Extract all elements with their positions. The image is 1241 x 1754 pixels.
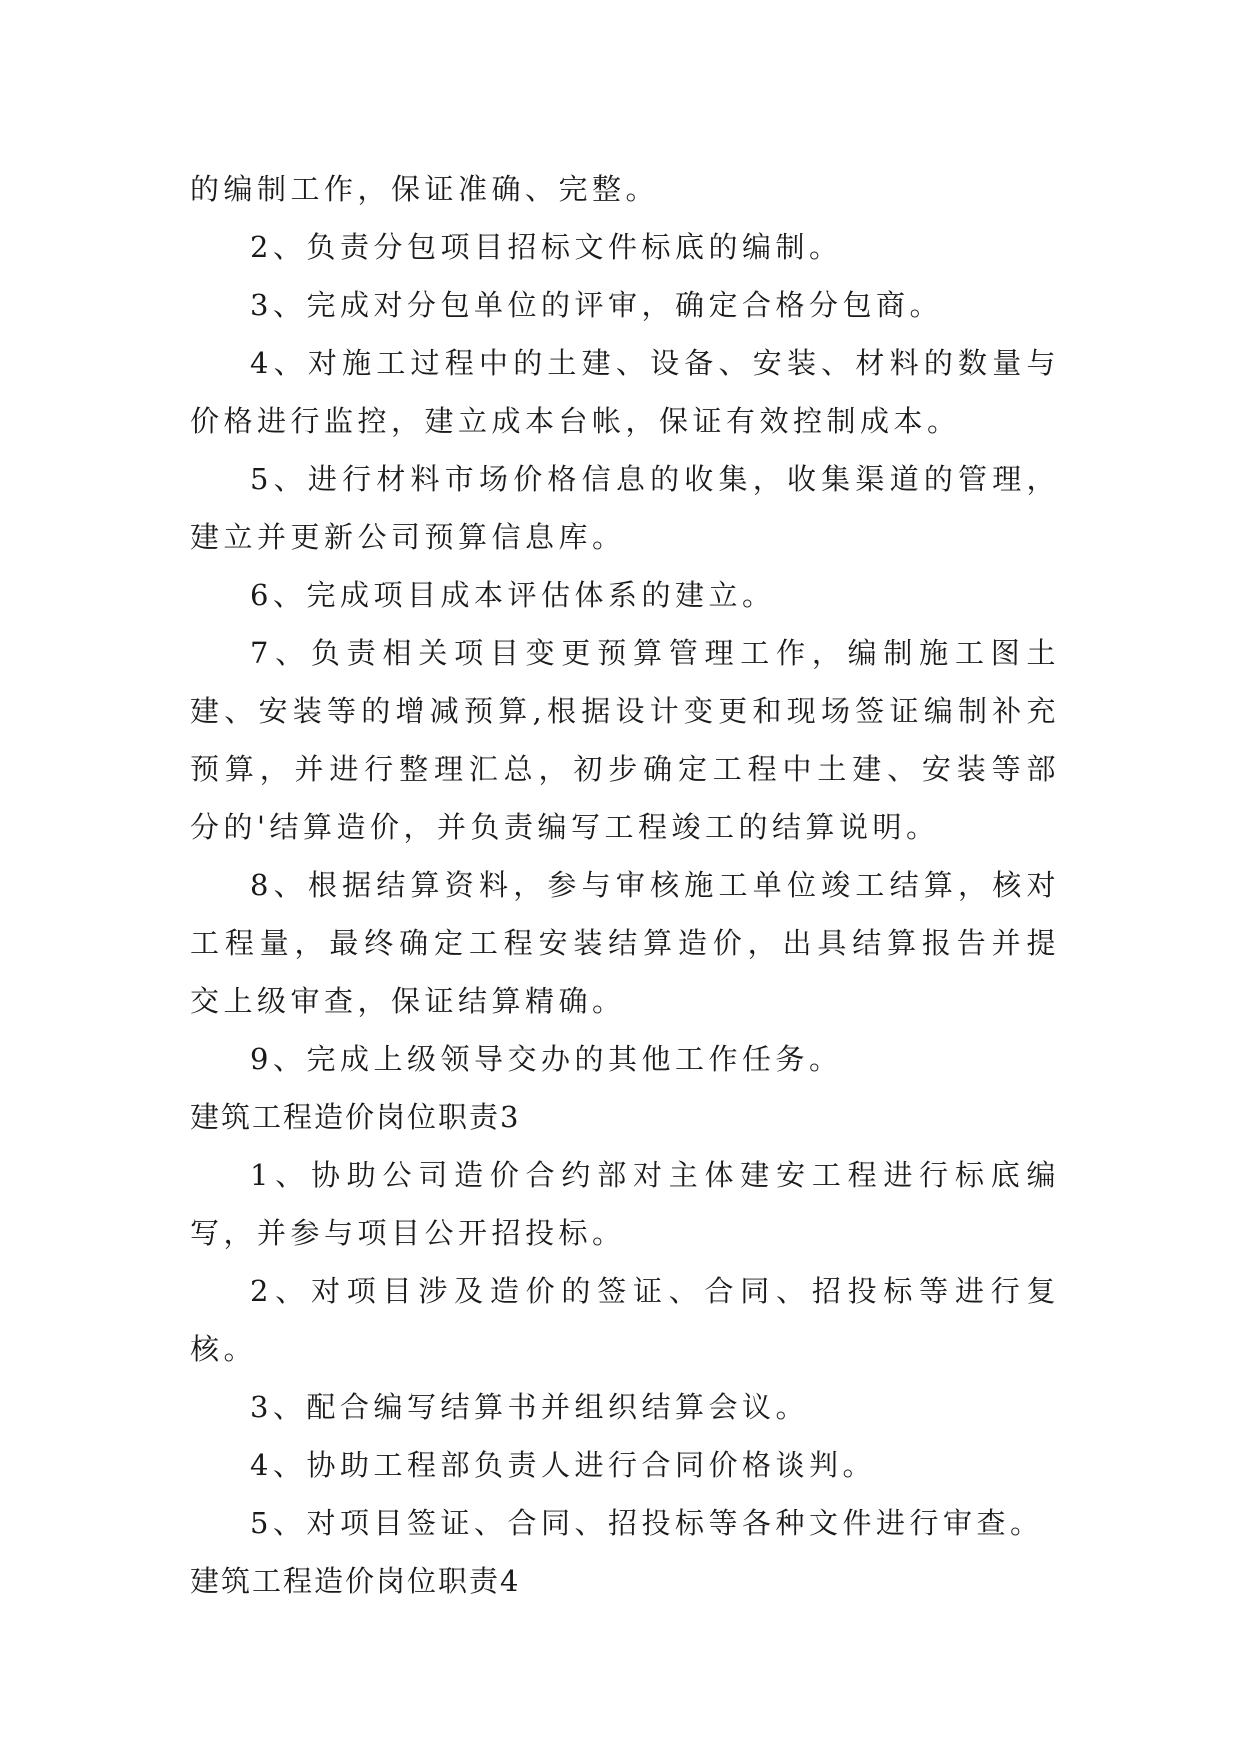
list-item: 2、对项目涉及造价的签证、合同、招投标等进行复核。 [190, 1274, 1060, 1366]
list-item: 4、协助工程部负责人进行合同价格谈判。 [250, 1448, 876, 1482]
list-item: 5、对项目签证、合同、招投标等各种文件进行审查。 [250, 1506, 1044, 1540]
section-heading: 建筑工程造价岗位职责3 [190, 1100, 521, 1134]
list-item: 9、完成上级领导交办的其他工作任务。 [250, 1042, 843, 1076]
list-item: 7、负责相关项目变更预算管理工作，编制施工图土建、安装等的增减预算,根据设计变更和现场签证编制补充预算，并进行整理汇总，初步确定工程中土建、安装等部分的'结算造价，并负责编写工程竣工的结算说明。 [190, 636, 1060, 844]
document-page [190, 160, 1060, 1610]
list-item: 1、协助公司造价合约部对主体建安工程进行标底编写，并参与项目公开招投标。 [190, 1158, 1060, 1250]
list-item: 3、完成对分包单位的评审，确定合格分包商。 [250, 288, 943, 322]
list-item: 6、完成项目成本评估体系的建立。 [250, 578, 776, 612]
list-item: 8、根据结算资料，参与审核施工单位竣工结算，核对工程量，最终确定工程安装结算造价，出具结算报告并提交上级审查，保证结算精确。 [190, 868, 1060, 1018]
list-item: 4、对施工过程中的土建、设备、安装、材料的数量与价格进行监控，建立成本台帐，保证有效控制成本。 [190, 346, 1060, 438]
list-item: 5、进行材料市场价格信息的收集，收集渠道的管理，建立并更新公司预算信息库。 [190, 462, 1060, 554]
paragraph: 的编制工作，保证准确、完整。 [190, 172, 660, 206]
section-heading: 建筑工程造价岗位职责4 [190, 1564, 521, 1598]
list-item: 2、负责分包项目招标文件标底的编制。 [250, 230, 843, 264]
list-item: 3、配合编写结算书并组织结算会议。 [250, 1390, 809, 1424]
